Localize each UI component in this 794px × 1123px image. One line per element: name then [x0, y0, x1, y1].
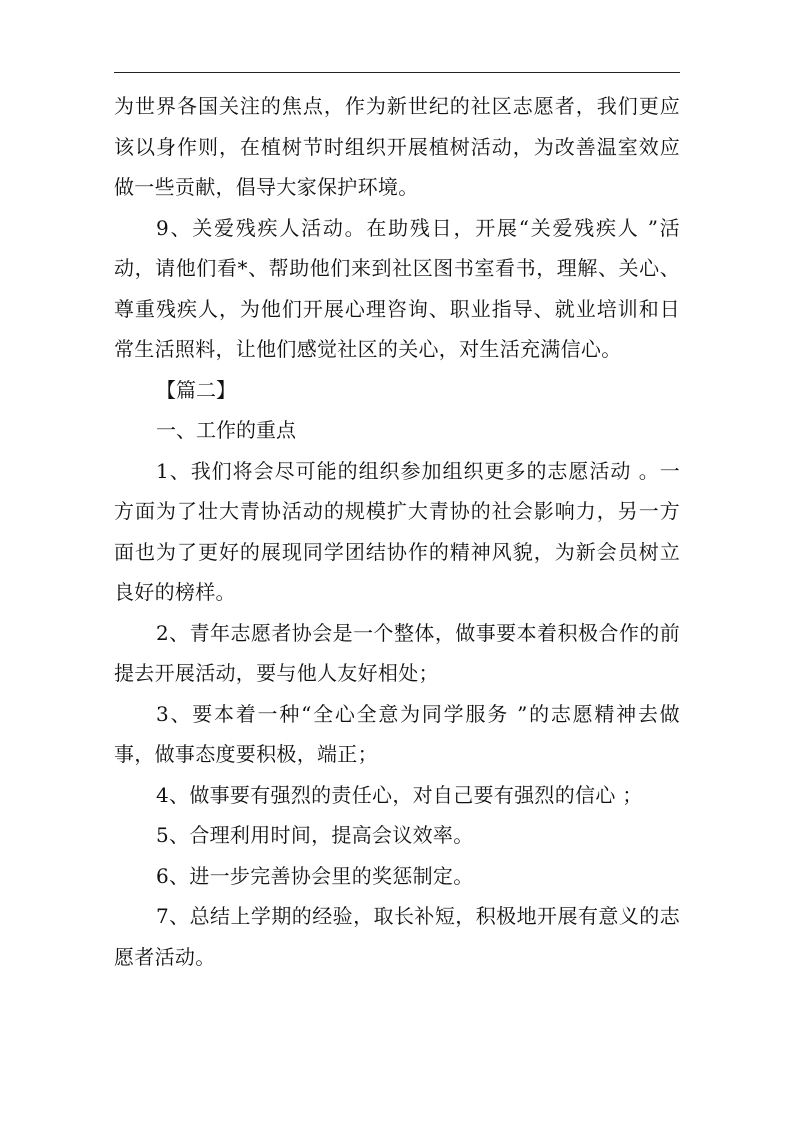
paragraph-item-5: 5、合理利用时间，提高会议效率。 — [156, 823, 474, 847]
paragraph-item-4: 4、做事要有强烈的责任心，对自己要有强烈的信心 ； — [156, 782, 643, 807]
paragraph-item-1: 1、我们将会尽可能的组织参加组织更多的志愿活动 。一方面为了壮大青协活动的规模扩大青协的社会影响力，另一方面也为了更好的展现同学团结协作的精神风貌，为新会员树立良好的榜样。 — [114, 458, 680, 604]
paragraph-item-6: 6、进一步完善协会里的奖惩制定。 — [156, 863, 474, 888]
section-heading: 【篇二】 — [156, 377, 236, 402]
paragraph-item-2: 2、青年志愿者协会是一个整体，做事要本着积极合作的前提去开展活动，要与他人友好相处； — [114, 620, 680, 685]
paragraph-item-9: 9、关爱残疾人活动。在助残日，开展“关爱残疾人 ”活动，请他们看*、帮助他们来到社区图书室看书，理解、关心、尊重残疾人，为他们开展心理咨询、职业指导、就业培训和日常生活照料，让他们感觉社区的关心，对生活充满信心。 — [114, 215, 680, 361]
paragraph-continued: 为世界各国关注的焦点，作为新世纪的社区志愿者，我们更应该以身作则，在植树节时组织开展植树活动，为改善温室效应做一些贡献，倡导大家保护环境。 — [114, 94, 680, 199]
document-body — [114, 86, 680, 977]
paragraph-item-3: 3、要本着一种“全心全意为同学服务 ”的志愿精神去做事，做事态度要积极，端正； — [114, 701, 680, 766]
paragraph-item-7: 7、总结上学期的经验，取长补短，积极地开展有意义的志愿者活动。 — [114, 904, 680, 969]
subsection-heading: 一、工作的重点 — [156, 418, 296, 442]
header-rule — [114, 72, 680, 73]
